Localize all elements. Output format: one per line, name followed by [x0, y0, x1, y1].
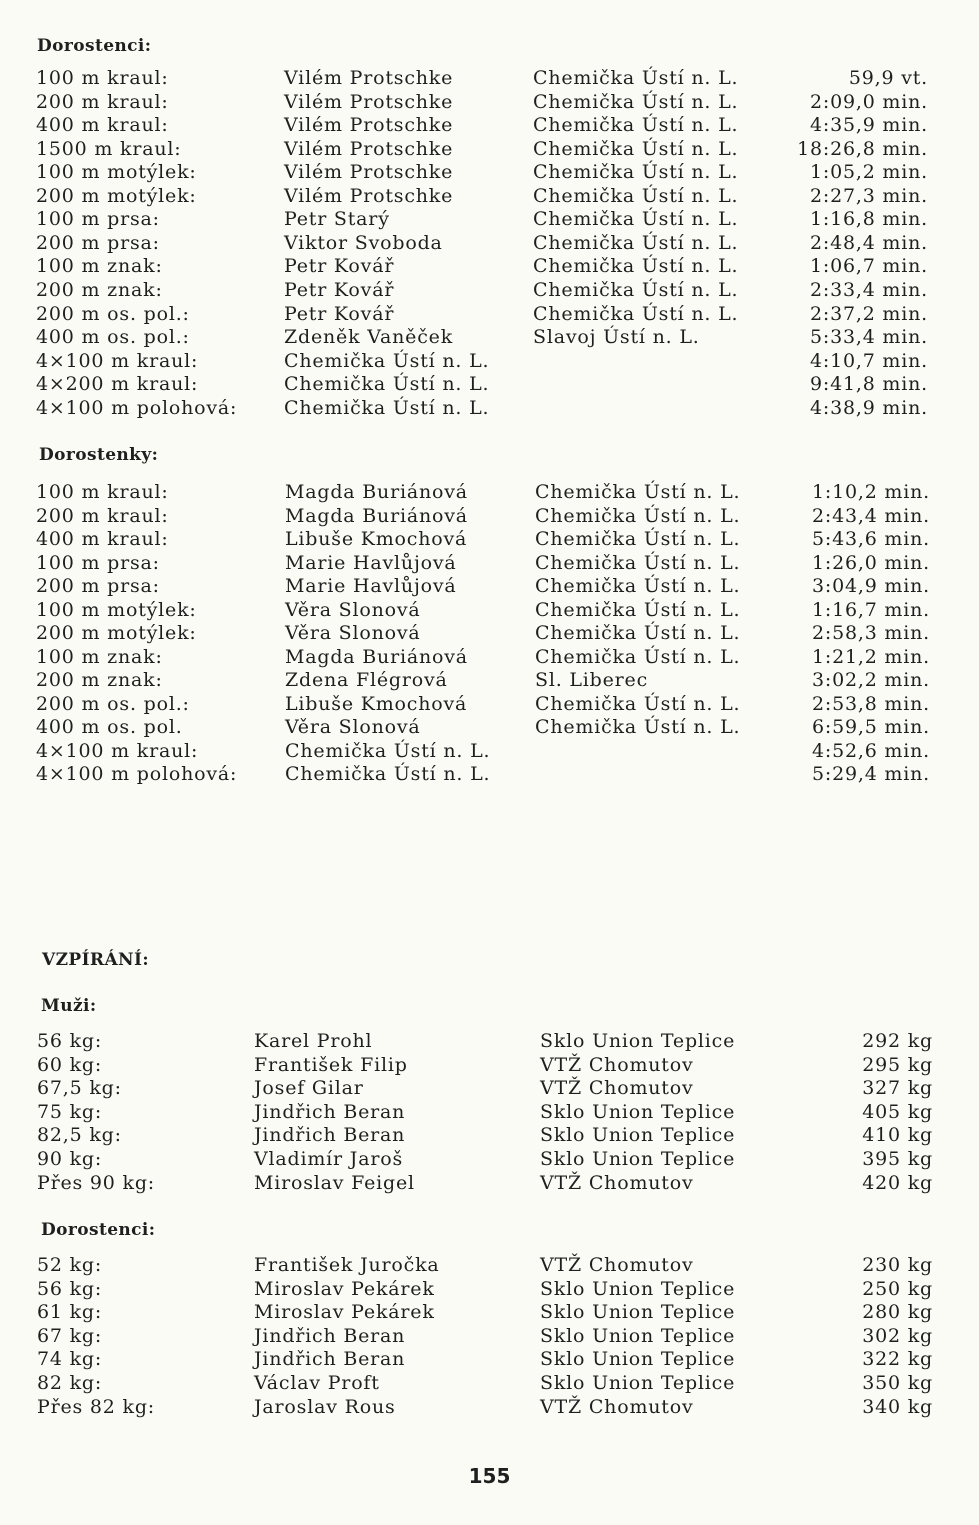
result-cell: 3:02,2 min.: [811, 669, 930, 691]
result-cell: 5:43,6 min.: [811, 528, 930, 550]
table-row: [0, 91, 979, 114]
result-cell: 1:21,2 min.: [811, 646, 930, 668]
table-row: [0, 1124, 979, 1147]
table-row: [0, 185, 979, 208]
result-cell: 1:06,7 min.: [809, 255, 928, 277]
discipline-cell: 400 m kraul:: [36, 114, 169, 136]
name-cell: František Juročka: [254, 1254, 440, 1276]
club-cell: Chemička Ústí n. L.: [535, 505, 741, 527]
result-cell: 322 kg: [862, 1348, 933, 1370]
name-cell: Jindřich Beran: [254, 1101, 406, 1123]
name-cell: Věra Slonová: [285, 716, 421, 738]
club-cell: Sklo Union Teplice: [540, 1101, 736, 1123]
club-cell: Chemička Ústí n. L.: [533, 91, 739, 113]
result-cell: 4:35,9 min.: [809, 114, 928, 136]
discipline-cell: 4×100 m polohová:: [36, 397, 238, 419]
result-cell: 1:16,8 min.: [809, 208, 928, 230]
discipline-cell: Přes 82 kg:: [37, 1396, 155, 1418]
club-cell: Chemička Ústí n. L.: [533, 208, 739, 230]
result-cell: 2:27,3 min.: [809, 185, 928, 207]
table-row: [0, 1054, 979, 1077]
name-cell: Věra Slonová: [285, 599, 421, 621]
result-cell: 3:04,9 min.: [811, 575, 930, 597]
table-row: [0, 1148, 979, 1171]
club-cell: Chemička Ústí n. L.: [535, 528, 741, 550]
club-cell: Sklo Union Teplice: [540, 1348, 736, 1370]
table-row: [0, 138, 979, 161]
name-cell: Chemička Ústí n. L.: [285, 763, 491, 785]
name-cell: Vilém Protschke: [284, 185, 454, 207]
club-cell: Sklo Union Teplice: [540, 1372, 736, 1394]
name-cell: Petr Kovář: [284, 255, 395, 277]
result-cell: 6:59,5 min.: [811, 716, 930, 738]
name-cell: Marie Havlůjová: [285, 552, 457, 574]
discipline-cell: 100 m prsa:: [36, 208, 160, 230]
discipline-cell: 56 kg:: [37, 1278, 103, 1300]
discipline-cell: 100 m prsa:: [36, 552, 160, 574]
result-cell: 250 kg: [862, 1278, 933, 1300]
discipline-cell: 200 m motýlek:: [36, 622, 197, 644]
club-cell: VTŽ Chomutov: [540, 1254, 694, 1276]
name-cell: Chemička Ústí n. L.: [284, 397, 490, 419]
table-row: [0, 716, 979, 739]
name-cell: Magda Buriánová: [285, 505, 468, 527]
club-cell: VTŽ Chomutov: [540, 1054, 694, 1076]
club-cell: Sklo Union Teplice: [540, 1148, 736, 1170]
table-row: [0, 161, 979, 184]
discipline-cell: 61 kg:: [37, 1301, 103, 1323]
name-cell: Miroslav Pekárek: [254, 1278, 435, 1300]
table-row: [0, 114, 979, 137]
name-cell: Magda Buriánová: [285, 646, 468, 668]
club-cell: Chemička Ústí n. L.: [533, 232, 739, 254]
result-cell: 2:48,4 min.: [809, 232, 928, 254]
result-cell: 280 kg: [862, 1301, 933, 1323]
discipline-cell: 4×200 m kraul:: [36, 373, 199, 395]
discipline-cell: 200 m os. pol.:: [36, 693, 190, 715]
result-cell: 292 kg: [862, 1030, 933, 1052]
club-cell: Chemička Ústí n. L.: [533, 67, 739, 89]
table-row: [0, 669, 979, 692]
result-cell: 1:16,7 min.: [811, 599, 930, 621]
table-row: [0, 1301, 979, 1324]
discipline-cell: 90 kg:: [37, 1148, 103, 1170]
table-row: [0, 1278, 979, 1301]
table-row: [0, 481, 979, 504]
table-row: [0, 373, 979, 396]
name-cell: Jindřich Beran: [254, 1325, 406, 1347]
discipline-cell: 200 m znak:: [36, 279, 163, 301]
name-cell: Vilém Protschke: [284, 114, 454, 136]
club-cell: Chemička Ústí n. L.: [535, 575, 741, 597]
result-cell: 59,9 vt.: [848, 67, 928, 89]
table-row: [0, 622, 979, 645]
discipline-cell: 100 m motýlek:: [36, 599, 197, 621]
result-cell: 4:52,6 min.: [811, 740, 930, 762]
name-cell: Magda Buriánová: [285, 481, 468, 503]
discipline-cell: 200 m prsa:: [36, 575, 160, 597]
table-row: [0, 740, 979, 763]
discipline-cell: Přes 90 kg:: [37, 1172, 155, 1194]
name-cell: Vladimír Jaroš: [254, 1148, 403, 1170]
club-cell: Chemička Ústí n. L.: [535, 481, 741, 503]
name-cell: Chemička Ústí n. L.: [285, 740, 491, 762]
club-cell: Chemička Ústí n. L.: [533, 161, 739, 183]
result-cell: 2:53,8 min.: [811, 693, 930, 715]
page-number: 155: [468, 1464, 511, 1488]
discipline-cell: 82,5 kg:: [37, 1124, 122, 1146]
club-cell: VTŽ Chomutov: [540, 1396, 694, 1418]
discipline-cell: 100 m znak:: [36, 646, 163, 668]
discipline-cell: 4×100 m kraul:: [36, 350, 199, 372]
discipline-cell: 60 kg:: [37, 1054, 103, 1076]
discipline-cell: 67,5 kg:: [37, 1077, 122, 1099]
club-cell: Slavoj Ústí n. L.: [533, 326, 700, 348]
club-cell: Chemička Ústí n. L.: [535, 599, 741, 621]
name-cell: Věra Slonová: [285, 622, 421, 644]
club-cell: Chemička Ústí n. L.: [533, 255, 739, 277]
discipline-cell: 100 m motýlek:: [36, 161, 197, 183]
club-cell: Sklo Union Teplice: [540, 1124, 736, 1146]
table-row: [0, 397, 979, 420]
discipline-cell: 75 kg:: [37, 1101, 103, 1123]
result-cell: 4:10,7 min.: [809, 350, 928, 372]
name-cell: Václav Proft: [254, 1372, 380, 1394]
discipline-cell: 52 kg:: [37, 1254, 103, 1276]
result-cell: 295 kg: [862, 1054, 933, 1076]
name-cell: Petr Kovář: [284, 303, 395, 325]
name-cell: Vilém Protschke: [284, 161, 454, 183]
club-cell: Sklo Union Teplice: [540, 1278, 736, 1300]
discipline-cell: 56 kg:: [37, 1030, 103, 1052]
name-cell: Vilém Protschke: [284, 91, 454, 113]
discipline-cell: 400 m os. pol.: [36, 716, 183, 738]
discipline-cell: 1500 m kraul:: [36, 138, 182, 160]
club-cell: Chemička Ústí n. L.: [535, 552, 741, 574]
name-cell: Libuše Kmochová: [285, 693, 468, 715]
name-cell: Vilém Protschke: [284, 67, 454, 89]
discipline-cell: 200 m kraul:: [36, 505, 169, 527]
discipline-cell: 200 m kraul:: [36, 91, 169, 113]
club-cell: Sklo Union Teplice: [540, 1030, 736, 1052]
result-cell: 230 kg: [862, 1254, 933, 1276]
table-row: [0, 303, 979, 326]
discipline-cell: 200 m prsa:: [36, 232, 160, 254]
result-cell: 5:29,4 min.: [811, 763, 930, 785]
table-row: [0, 232, 979, 255]
table-row: [0, 505, 979, 528]
name-cell: Libuše Kmochová: [285, 528, 468, 550]
result-cell: 18:26,8 min.: [797, 138, 928, 160]
table-row: [0, 67, 979, 90]
result-cell: 405 kg: [862, 1101, 933, 1123]
name-cell: Karel Prohl: [254, 1030, 373, 1052]
discipline-cell: 400 m kraul:: [36, 528, 169, 550]
name-cell: Zdeněk Vaněček: [284, 326, 454, 348]
table-row: [0, 693, 979, 716]
discipline-cell: 4×100 m polohová:: [36, 763, 238, 785]
result-cell: 2:37,2 min.: [809, 303, 928, 325]
table-row: [0, 1101, 979, 1124]
table-row: [0, 1396, 979, 1419]
club-cell: Chemička Ústí n. L.: [535, 693, 741, 715]
table-row: [0, 1372, 979, 1395]
result-cell: 2:09,0 min.: [809, 91, 928, 113]
table-row: [0, 646, 979, 669]
result-cell: 1:10,2 min.: [811, 481, 930, 503]
table-row: [0, 255, 979, 278]
club-cell: Sklo Union Teplice: [540, 1301, 736, 1323]
club-cell: Chemička Ústí n. L.: [533, 138, 739, 160]
name-cell: Chemička Ústí n. L.: [284, 350, 490, 372]
result-cell: 2:43,4 min.: [811, 505, 930, 527]
result-cell: 327 kg: [862, 1077, 933, 1099]
discipline-cell: 100 m znak:: [36, 255, 163, 277]
name-cell: František Filip: [254, 1054, 408, 1076]
name-cell: Miroslav Feigel: [254, 1172, 415, 1194]
table-row: [0, 1348, 979, 1371]
name-cell: Viktor Svoboda: [284, 232, 443, 254]
club-cell: Chemička Ústí n. L.: [535, 646, 741, 668]
table-row: [0, 1030, 979, 1053]
discipline-cell: 4×100 m kraul:: [36, 740, 199, 762]
club-cell: Chemička Ústí n. L.: [533, 303, 739, 325]
result-cell: 1:05,2 min.: [809, 161, 928, 183]
name-cell: Josef Gilar: [254, 1077, 364, 1099]
result-cell: 302 kg: [862, 1325, 933, 1347]
table-row: [0, 350, 979, 373]
discipline-cell: 74 kg:: [37, 1348, 103, 1370]
name-cell: Jindřich Beran: [254, 1124, 406, 1146]
result-cell: 420 kg: [862, 1172, 933, 1194]
club-cell: VTŽ Chomutov: [540, 1172, 694, 1194]
name-cell: Miroslav Pekárek: [254, 1301, 435, 1323]
discipline-cell: 200 m znak:: [36, 669, 163, 691]
result-cell: 2:58,3 min.: [811, 622, 930, 644]
club-cell: Chemička Ústí n. L.: [535, 716, 741, 738]
table-row: [0, 575, 979, 598]
name-cell: Chemička Ústí n. L.: [284, 373, 490, 395]
table-row: [0, 326, 979, 349]
table-row: [0, 763, 979, 786]
discipline-cell: 200 m motýlek:: [36, 185, 197, 207]
result-cell: 340 kg: [862, 1396, 933, 1418]
name-cell: Jindřich Beran: [254, 1348, 406, 1370]
subsection-heading: Muži:: [41, 996, 97, 1016]
table-row: [0, 1077, 979, 1100]
name-cell: Vilém Protschke: [284, 138, 454, 160]
subsection-heading: Dorostenky:: [39, 445, 159, 465]
result-cell: 1:26,0 min.: [811, 552, 930, 574]
discipline-cell: 67 kg:: [37, 1325, 103, 1347]
discipline-cell: 200 m os. pol.:: [36, 303, 190, 325]
name-cell: Jaroslav Rous: [254, 1396, 396, 1418]
name-cell: Petr Kovář: [284, 279, 395, 301]
table-row: [0, 1254, 979, 1277]
table-row: [0, 599, 979, 622]
table-row: [0, 208, 979, 231]
result-cell: 410 kg: [862, 1124, 933, 1146]
discipline-cell: 82 kg:: [37, 1372, 103, 1394]
discipline-cell: 100 m kraul:: [36, 481, 169, 503]
table-row: [0, 279, 979, 302]
club-cell: Chemička Ústí n. L.: [533, 279, 739, 301]
club-cell: Sl. Liberec: [535, 669, 649, 691]
table-row: [0, 552, 979, 575]
result-cell: 395 kg: [862, 1148, 933, 1170]
section-heading: VZPÍRÁNÍ:: [42, 950, 150, 970]
result-cell: 5:33,4 min.: [809, 326, 928, 348]
discipline-cell: 400 m os. pol.:: [36, 326, 190, 348]
result-cell: 2:33,4 min.: [809, 279, 928, 301]
club-cell: Sklo Union Teplice: [540, 1325, 736, 1347]
subsection-heading: Dorostenci:: [41, 1220, 156, 1240]
name-cell: Marie Havlůjová: [285, 575, 457, 597]
name-cell: Petr Starý: [284, 208, 390, 230]
club-cell: VTŽ Chomutov: [540, 1077, 694, 1099]
result-cell: 9:41,8 min.: [809, 373, 928, 395]
table-row: [0, 528, 979, 551]
club-cell: Chemička Ústí n. L.: [533, 114, 739, 136]
club-cell: Chemička Ústí n. L.: [533, 185, 739, 207]
table-row: [0, 1325, 979, 1348]
result-cell: 4:38,9 min.: [809, 397, 928, 419]
club-cell: Chemička Ústí n. L.: [535, 622, 741, 644]
table-row: [0, 1172, 979, 1195]
discipline-cell: 100 m kraul:: [36, 67, 169, 89]
result-cell: 350 kg: [862, 1372, 933, 1394]
name-cell: Zdena Flégrová: [285, 669, 448, 691]
subsection-heading: Dorostenci:: [37, 36, 152, 56]
